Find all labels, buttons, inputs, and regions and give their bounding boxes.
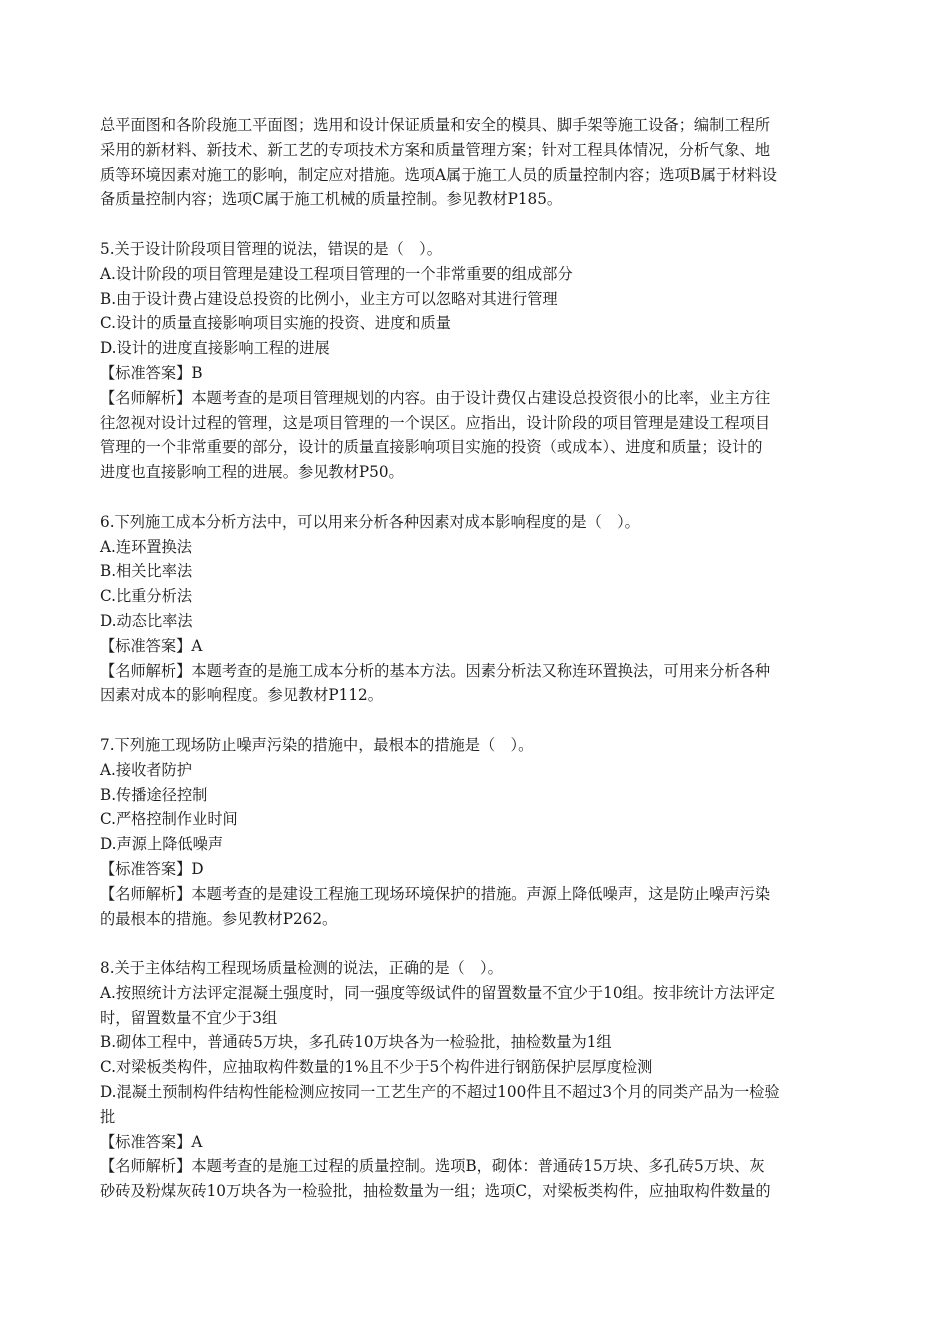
option-c: C.比重分析法 xyxy=(100,587,193,606)
explanation-line: 因素对成本的影响程度。参见教材P112。 xyxy=(100,686,383,705)
question-8 xyxy=(100,956,860,1204)
standard-answer: 【标准答案】B xyxy=(100,363,203,382)
option-b: B.砌体工程中，普通砖5万块，多孔砖10万块各为一检验批，抽检数量为1组 xyxy=(100,1033,612,1052)
explanation-line: 进度也直接影响工程的进展。参见教材P50。 xyxy=(100,463,404,482)
option-a: A.连环置换法 xyxy=(100,537,192,556)
option-b: B.传播途径控制 xyxy=(100,785,208,804)
text-line: 总平面图和各阶段施工平面图；选用和设计保证质量和安全的模具、脚手架等施工设备；编制工程所 xyxy=(100,116,771,134)
explanation-line: 往忽视对设计过程的管理，这是项目管理的一个误区。应指出，设计阶段的项目管理是建设工程项目 xyxy=(100,413,771,432)
explanation-line: 【名师解析】本题考查的是施工成本分析的基本方法。因素分析法又称连环置换法，可用来分析各种 xyxy=(100,661,771,680)
option-d: D.声源上降低噪声 xyxy=(100,835,224,854)
question-stem: 6.下列施工成本分析方法中，可以用来分析各种因素对成本影响程度的是（ ）。 xyxy=(100,512,640,531)
option-a: A.按照统计方法评定混凝土强度时，同一强度等级试件的留置数量不宜少于10组。按非统计方法评定 xyxy=(100,983,775,1002)
explanation-line: 【名师解析】本题考查的是施工过程的质量控制。选项B，砌体：普通砖15万块、多孔砖5万块、灰 xyxy=(100,1157,765,1176)
question-stem: 8.关于主体结构工程现场质量检测的说法，正确的是（ ）。 xyxy=(100,959,503,978)
option-d: D.混凝土预制构件结构性能检测应按同一工艺生产的不超过100件且不超过3个月的同类产品为一检验 xyxy=(100,1083,780,1102)
question-stem: 5.关于设计阶段项目管理的说法，错误的是（ ）。 xyxy=(100,239,442,258)
option-b: B.由于设计费占建设总投资的比例小，业主方可以忽略对其进行管理 xyxy=(100,289,558,308)
option-c: C.对梁板类构件，应抽取构件数量的1%且不少于5个构件进行钢筋保护层厚度检测 xyxy=(100,1058,653,1077)
standard-answer: 【标准答案】A xyxy=(100,636,203,655)
document-page xyxy=(100,113,860,1204)
option-d: D.设计的进度直接影响工程的进展 xyxy=(100,339,330,358)
option-d-continued: 批 xyxy=(100,1107,116,1126)
question-7 xyxy=(100,733,860,931)
text-line: 备质量控制内容；选项C属于施工机械的质量控制。参见教材P185。 xyxy=(100,190,563,209)
option-b: B.相关比率法 xyxy=(100,562,193,581)
standard-answer: 【标准答案】A xyxy=(100,1132,203,1151)
option-a: A.设计阶段的项目管理是建设工程项目管理的一个非常重要的组成部分 xyxy=(100,264,573,283)
text-line: 质等环境因素对施工的影响，制定应对措施。选项A属于施工人员的质量控制内容；选项B属于材料设 xyxy=(100,165,778,184)
explanation-line: 的最根本的措施。参见教材P262。 xyxy=(100,909,338,928)
standard-answer: 【标准答案】D xyxy=(100,859,204,878)
explanation-line: 【名师解析】本题考查的是建设工程施工现场环境保护的措施。声源上降低噪声，这是防止噪声污染 xyxy=(100,884,771,903)
option-c: C.严格控制作业时间 xyxy=(100,810,238,829)
explanation-line: 砂砖及粉煤灰砖10万块各为一检验批，抽检数量为一组；选项C，对梁板类构件，应抽取构件数量的 xyxy=(100,1182,771,1201)
option-a-continued: 时，留置数量不宜少于3组 xyxy=(100,1008,278,1027)
option-a: A.接收者防护 xyxy=(100,760,192,779)
question-stem: 7.下列施工现场防止噪声污染的措施中，最根本的措施是（ ）。 xyxy=(100,735,534,754)
text-line: 采用的新材料、新技术、新工艺的专项技术方案和质量管理方案；针对工程具体情况，分析气象、地 xyxy=(100,140,771,159)
intro-paragraph xyxy=(100,113,860,212)
option-d: D.动态比率法 xyxy=(100,611,193,630)
question-6 xyxy=(100,510,860,708)
explanation-line: 【名师解析】本题考查的是项目管理规划的内容。由于设计费仅占建设总投资很小的比率，业主方往 xyxy=(100,388,771,407)
option-c: C.设计的质量直接影响项目实施的投资、进度和质量 xyxy=(100,314,451,333)
explanation-line: 管理的一个非常重要的部分，设计的质量直接影响项目实施的投资（或成本）、进度和质量；设计的 xyxy=(100,438,763,457)
question-5 xyxy=(100,237,860,485)
